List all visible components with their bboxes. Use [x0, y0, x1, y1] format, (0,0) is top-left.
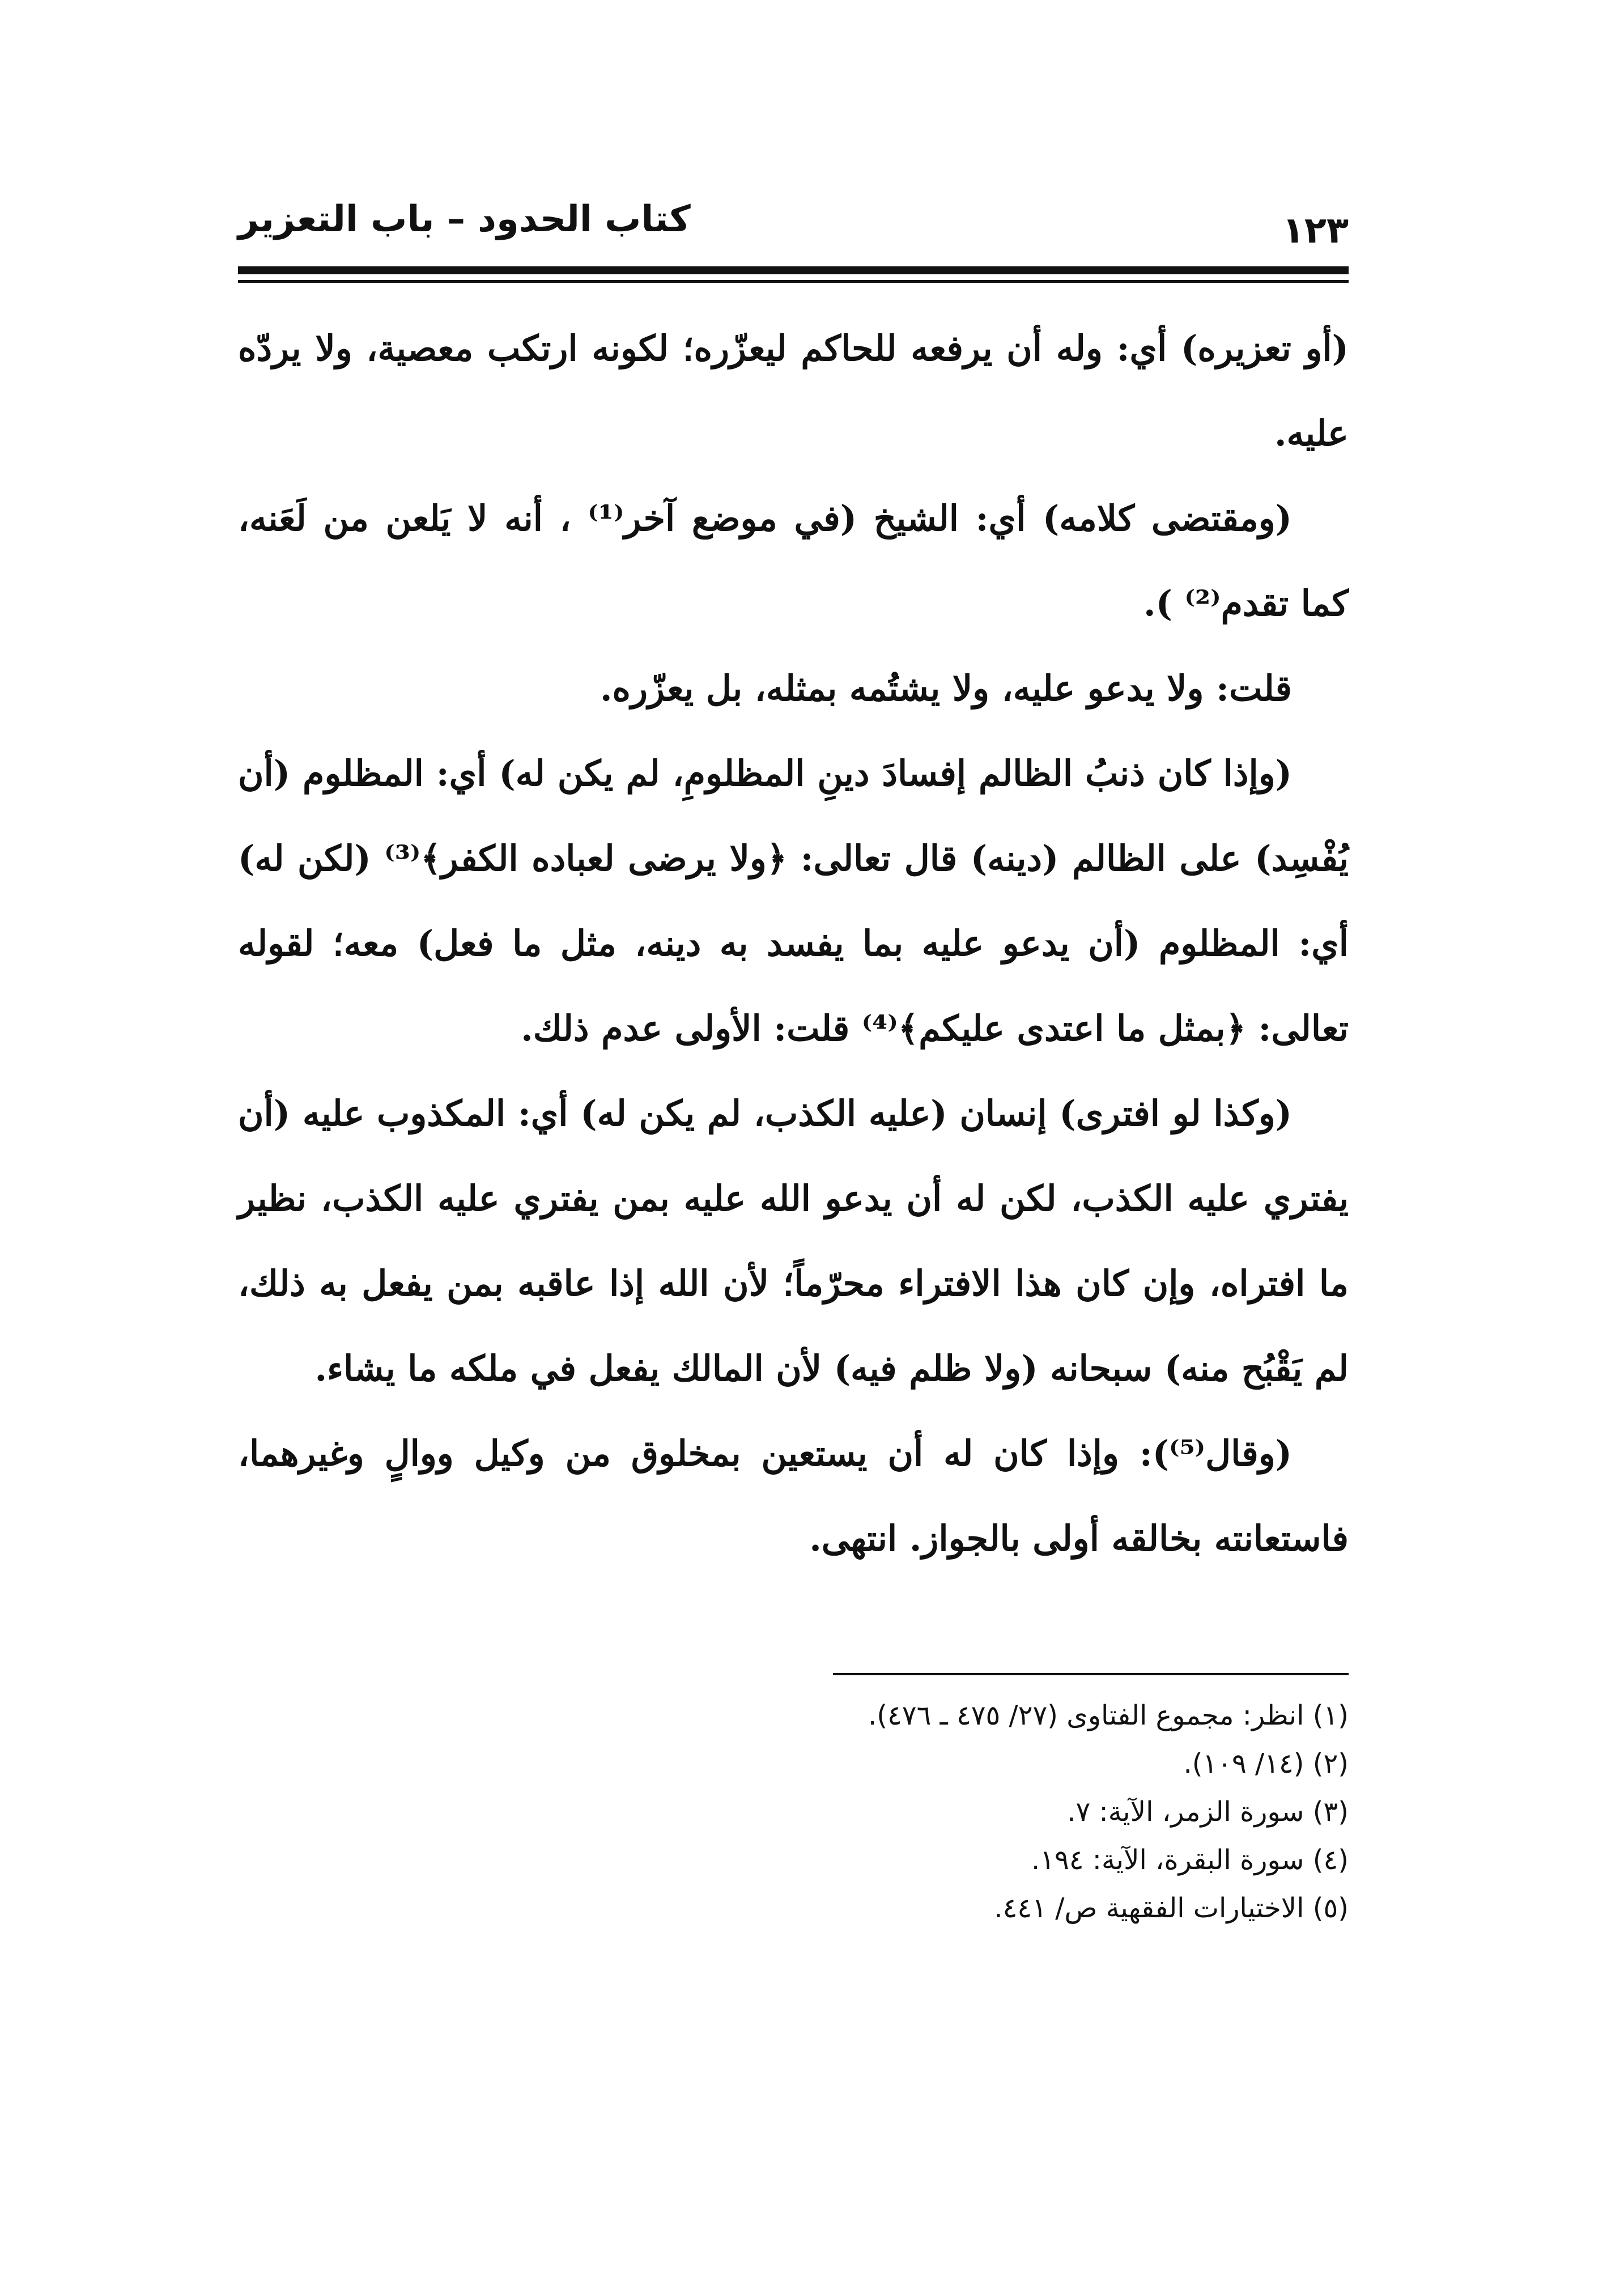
footnotes: [238, 1692, 1349, 1933]
paragraph-6: (وقال⁽⁵⁾): وإذا كان له أن يستعين بمخلوق من وكيل ووالٍ وغيرهما، فاستعانته بخالقه أولى بالجواز. انتهى.: [238, 1433, 1349, 1559]
paragraph-4: (وإذا كان ذنبُ الظالم إفسادَ دينِ المظلومِ، لم يكن له) أي: المظلوم (أن يُفْسِد) على الظالم (دينه) قال تعالى: ﴿ولا يرضى لعباده الكفر﴾⁽³⁾ (لكن له) أي: المظلوم (أن يدعو عليه بما يفسد به دينه، مثل ما فعل) معه؛ لقوله تعالى: ﴿بمثل ما اعتدى عليكم﴾⁽⁴⁾ قلت: الأولى عدم ذلك.: [238, 753, 1349, 1049]
footnote-separator: [833, 1673, 1349, 1675]
running-head: كتاب الحدود – باب التعزير: [238, 198, 691, 240]
paragraph-1: (أو تعزيره) أي: وله أن يرفعه للحاكم ليعزّره؛ لكونه ارتكب معصية، ولا يردّه عليه.: [238, 328, 1349, 454]
page-header: [238, 193, 1349, 261]
page-number: ١٢٣: [1282, 210, 1349, 252]
footnote-5: (٥) الاختيارات الفقهية ص/ ٤٤١.: [994, 1892, 1349, 1924]
paragraph-5: (وكذا لو افترى) إنسان (عليه الكذب، لم يكن له) أي: المكذوب عليه (أن يفتري عليه الكذب، لكن له أن يدعو الله عليه بمن يفتري عليه الكذب، نظير ما افتراه، وإن كان هذا الافتراء محرّماً؛ لأن الله إذا عاقبه بمن يفعل به ذلك، لم يَقْبُح منه) سبحانه (ولا ظلم فيه) لأن المالك يفعل في ملكه ما يشاء.: [238, 1093, 1349, 1389]
paragraph-3: قلت: ولا يدعو عليه، ولا يشتُمه بمثله، بل يعزّره.: [600, 668, 1292, 709]
header-rule-thin: [238, 280, 1349, 283]
footnote-3: (٣) سورة الزمر، الآية: ٧.: [1067, 1796, 1349, 1828]
main-text: [238, 306, 1349, 1581]
header-rule-thick: [238, 266, 1349, 274]
paragraph-2: (ومقتضى كلامه) أي: الشيخ (في موضع آخر⁽¹⁾ ، أنه لا يَلعن من لَعَنه، كما تقدم⁽²⁾ ).: [238, 498, 1349, 624]
footnote-1: (١) انظر: مجموع الفتاوى (٢٧/ ٤٧٥ ـ ٤٧٦).: [868, 1700, 1349, 1731]
footnote-4: (٤) سورة البقرة، الآية: ١٩٤.: [1031, 1844, 1349, 1876]
footnote-2: (٢) (١٤/ ١٠٩).: [1183, 1748, 1349, 1780]
